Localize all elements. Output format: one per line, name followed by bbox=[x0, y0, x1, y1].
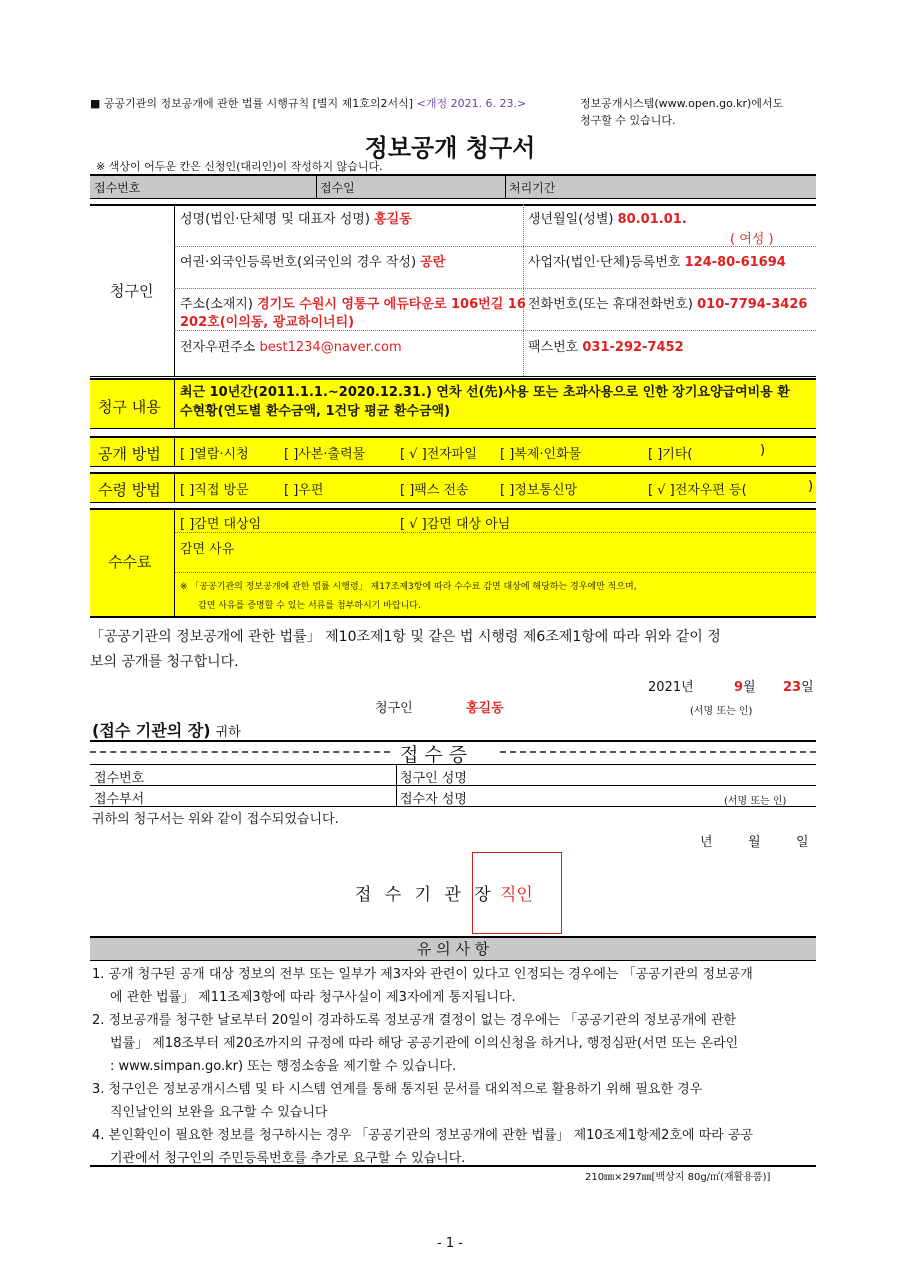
note-2-line-2: 법률」 제18조부터 제20조까지의 규정에 따라 해당 공공기관에 이의신청을 하거나, 행정심판(서면 또는 온라인 bbox=[110, 1036, 739, 1051]
applicant-sign-note: (서명 또는 인) bbox=[690, 706, 753, 717]
cert-applicant-name: 청구인 성명 bbox=[400, 771, 467, 786]
request-content-line-2: 수현황(연도별 환수금액, 1건당 평균 환수금액) bbox=[180, 404, 451, 419]
birth-value: 80.01.01. bbox=[617, 212, 687, 227]
date-month: 9월 bbox=[734, 680, 756, 695]
disclosure-method-label: 공개 방법 bbox=[98, 445, 161, 463]
fee-label: 수수료 bbox=[108, 553, 152, 571]
online-note-2: 청구할 수 있습니다. bbox=[580, 114, 676, 127]
receipt-date-label: 접수일 bbox=[320, 181, 355, 195]
date-day: 23일 bbox=[783, 680, 814, 695]
cert-dept: 접수부서 bbox=[94, 792, 145, 807]
receive-opt-visit[interactable]: [ ]직접 방문 bbox=[180, 483, 249, 498]
cert-month: 월 bbox=[748, 835, 761, 850]
phone-label: 전화번호(또는 휴대전화번호) bbox=[528, 297, 693, 312]
cert-year: 년 bbox=[700, 835, 713, 850]
notes-title: 유 의 사 항 bbox=[416, 940, 490, 958]
note-4-line-1: 4. 본인확인이 필요한 정보를 청구하시는 경우 「공공기관의 정보공개에 관한 법률」 제10조제1항제2호에 따라 공공 bbox=[92, 1128, 754, 1143]
day-value: 23 bbox=[783, 680, 802, 695]
business-field bbox=[528, 251, 786, 270]
receive-opt-fax[interactable]: [ ]팩스 전송 bbox=[400, 483, 469, 498]
note-2-line-1: 2. 정보공개를 청구한 날로부터 20일이 경과하도록 정보공개 결정이 없는 경우에는 「공공기관의 정보공개에 관한 bbox=[92, 1013, 737, 1028]
cert-agency-head: 접 수 기 관 장 bbox=[355, 885, 495, 905]
receive-opt-email[interactable]: [ √ ]전자우편 등( bbox=[648, 483, 747, 498]
fee-opt-exempt[interactable]: [ ]감면 대상임 bbox=[180, 517, 262, 532]
legal-basis: ■ 공공기관의 정보공개에 관한 법률 시행규칙 [별지 제1호의2서식] <개정 2021. 6. 23.> bbox=[90, 97, 527, 110]
email-value: best1234@naver.com bbox=[259, 340, 402, 355]
declaration-line-2: 보의 공개를 청구합니다. bbox=[90, 654, 239, 670]
business-value: 124-80-61694 bbox=[684, 255, 786, 270]
phone-field bbox=[528, 293, 807, 312]
addressee-suffix: 귀하 bbox=[215, 725, 241, 740]
applicant-sign-name: 홍길동 bbox=[466, 701, 504, 716]
passport-label: 여권·외국인등록번호(외국인의 경우 작성) bbox=[180, 255, 417, 270]
name-label: 성명(법인·단체명 및 대표자 성명) bbox=[180, 212, 370, 227]
receipt-no-label: 접수번호 bbox=[94, 181, 141, 195]
fax-label: 팩스번호 bbox=[528, 340, 579, 355]
receipt-row bbox=[90, 174, 816, 198]
note-1-line-2: 에 관한 법률」 제11조제3항에 따라 청구사실이 제3자에게 통지됩니다. bbox=[110, 990, 516, 1005]
page-number: - 1 - bbox=[437, 1236, 463, 1251]
note-4-line-2: 기관에서 청구인의 주민등록번호를 추가로 요구할 수 있습니다. bbox=[110, 1151, 466, 1166]
name-value: 홍길동 bbox=[374, 212, 412, 227]
disclosure-opt-view[interactable]: [ ]열람·시청 bbox=[180, 447, 249, 462]
business-label: 사업자(법인·단체)등록번호 bbox=[528, 255, 681, 270]
phone-value: 010-7794-3426 bbox=[697, 297, 808, 312]
cert-receipt-no: 접수번호 bbox=[94, 771, 145, 786]
disclosure-opt-copy[interactable]: [ ]사본·출력물 bbox=[284, 447, 366, 462]
request-content-line-1: 최근 10년간(2011.1.1.~2020.12.31.) 연차 선(先)사용 또는 초과사용으로 인한 장기요양급여비용 환 bbox=[180, 385, 790, 400]
cert-day: 일 bbox=[796, 835, 809, 850]
passport-value: 공란 bbox=[420, 255, 446, 270]
addressee-agency: (접수 기관의 장) bbox=[92, 721, 211, 740]
cert-receiver-name: 접수자 성명 bbox=[400, 792, 467, 807]
processing-period-label: 처리기간 bbox=[509, 181, 556, 195]
fee-note-1: ※ 「공공기관의 정보공개에 관한 법률 시행령」 제17조제3항에 따라 수수료 감면 대상에 해당하는 경우에만 적으며, bbox=[180, 582, 637, 592]
fax-value: 031-292-7452 bbox=[582, 340, 684, 355]
address-label: 주소(소재지) bbox=[180, 297, 253, 312]
fee-opt-not-exempt[interactable]: [ √ ]감면 대상 아님 bbox=[400, 517, 511, 532]
gender-value: 여성 bbox=[739, 232, 765, 247]
disclosure-opt-other[interactable]: [ ]기타( bbox=[648, 447, 693, 462]
applicant-name-field bbox=[180, 208, 412, 227]
page-title: 정보공개 청구서 bbox=[364, 134, 536, 162]
receive-opt-mail[interactable]: [ ]우편 bbox=[284, 483, 324, 498]
paper-spec: 210㎜×297㎜[백상지 80g/㎡(재활용품)] bbox=[585, 1172, 771, 1183]
cert-message: 귀하의 청구서는 위와 같이 접수되었습니다. bbox=[92, 812, 339, 827]
fee-reason-label: 감면 사유 bbox=[180, 542, 235, 557]
date-year: 2021년 bbox=[648, 680, 694, 695]
request-content-label: 청구 내용 bbox=[98, 398, 161, 416]
declaration-line-1: 「공공기관의 정보공개에 관한 법률」 제10조제1항 및 같은 법 시행령 제6조제1항에 따라 위와 같이 정 bbox=[90, 629, 721, 645]
address-value-2: 202호(이의동, 광교하이너티) bbox=[180, 315, 355, 330]
birth-field bbox=[528, 208, 687, 227]
gender-field: ( 여성 ) bbox=[730, 232, 774, 247]
note-1-line-1: 1. 공개 청구된 공개 대상 정보의 전부 또는 일부가 제3자와 관련이 있다고 인정되는 경우에는 「공공기관의 정보공개 bbox=[92, 967, 753, 982]
note-3-line-1: 3. 청구인은 정보공개시스템 및 타 시스템 연계를 통해 통지된 문서를 대외적으로 활용하기 위해 필요한 경우 bbox=[92, 1082, 703, 1097]
fax-field bbox=[528, 336, 684, 355]
addressee bbox=[92, 718, 241, 741]
seal-label: 직인 bbox=[500, 885, 533, 905]
shade-note: ※ 색상이 어두운 칸은 신청인(대리인)이 작성하지 않습니다. bbox=[96, 160, 383, 173]
passport-field bbox=[180, 251, 445, 270]
address-value-1: 경기도 수원시 영통구 에듀타운로 106번길 16 bbox=[257, 297, 526, 312]
email-label: 전자우편주소 bbox=[180, 340, 256, 355]
address-field bbox=[180, 293, 526, 312]
online-note-1: 정보공개시스템(www.open.go.kr)에서도 bbox=[580, 97, 784, 110]
amend-note: <개정 2021. 6. 23.> bbox=[416, 97, 527, 110]
fee-note-2: 감면 사유를 증명할 수 있는 서류를 첨부하시기 바랍니다. bbox=[198, 601, 421, 611]
note-3-line-2: 직인날인의 보완을 요구할 수 있습니다 bbox=[110, 1105, 328, 1120]
receive-opt-network[interactable]: [ ]정보통신망 bbox=[500, 483, 578, 498]
disclosure-opt-efile[interactable]: [ √ ]전자파일 bbox=[400, 447, 477, 462]
note-2-line-3: : www.simpan.go.kr) 또는 행정소송을 제기할 수 있습니다. bbox=[110, 1059, 457, 1074]
receive-method-label: 수령 방법 bbox=[98, 481, 161, 499]
disclosure-opt-reproduction[interactable]: [ ]복제·인화물 bbox=[500, 447, 582, 462]
cert-sign-note: (서명 또는 인) bbox=[724, 796, 787, 807]
applicant-sign-label: 청구인 bbox=[375, 701, 413, 716]
email-field bbox=[180, 336, 402, 355]
month-value: 9 bbox=[734, 680, 744, 695]
birth-label: 생년월일(성별) bbox=[528, 212, 614, 227]
applicant-section-label: 청구인 bbox=[110, 282, 154, 300]
receipt-cert-title: 접 수 증 bbox=[400, 744, 468, 766]
